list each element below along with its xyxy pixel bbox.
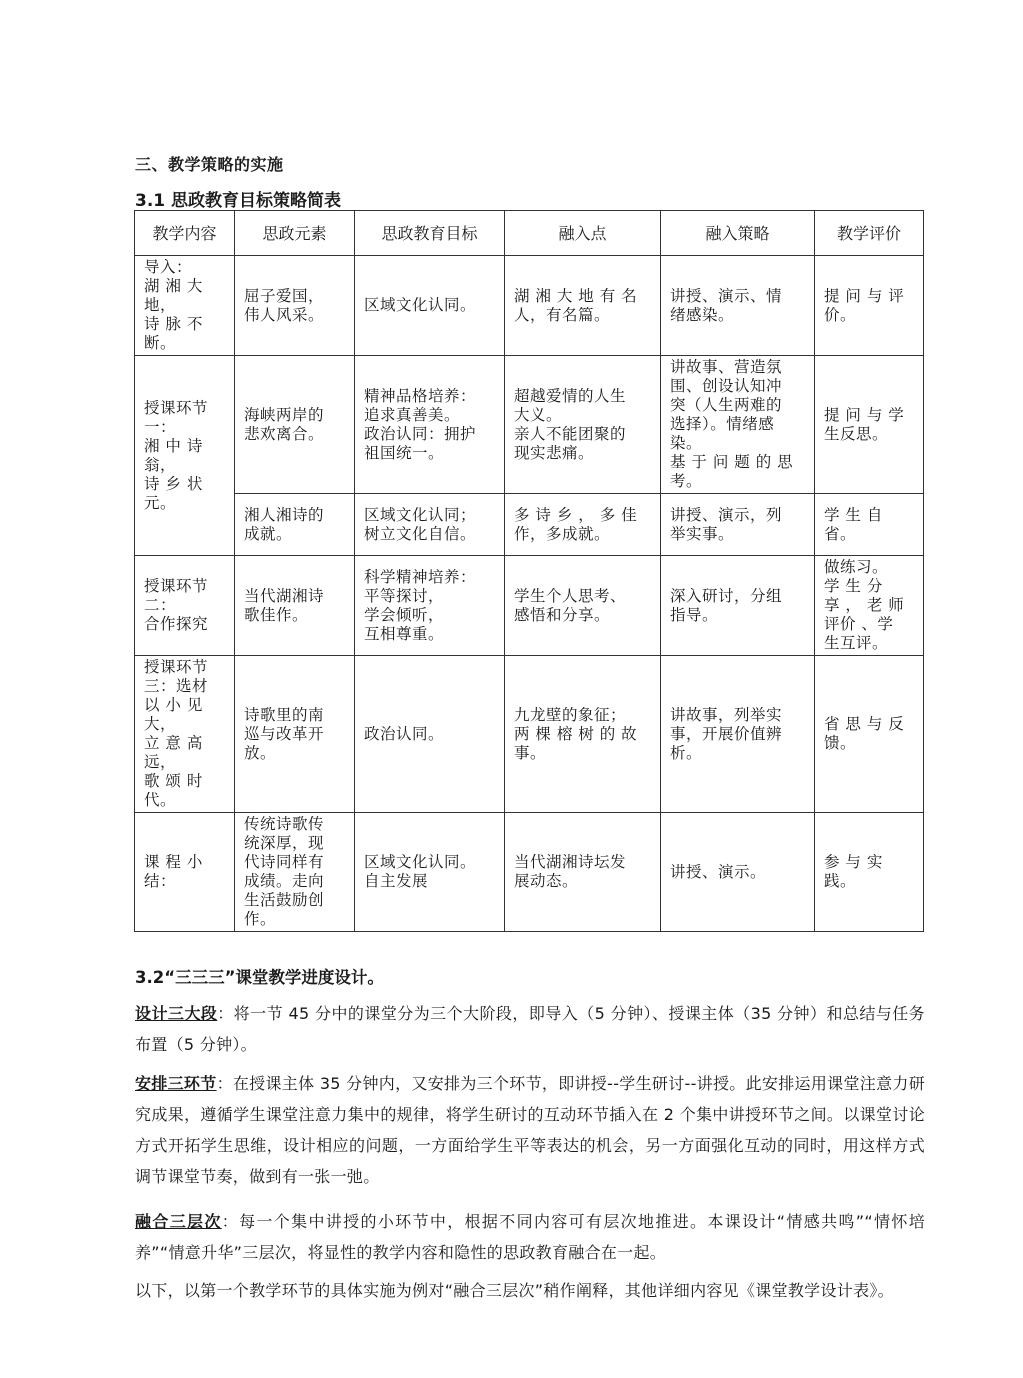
cell-text: 精神品格培养： 追求真善美。 政治认同：拥护 祖国统一。	[364, 386, 477, 462]
point-cell	[505, 494, 661, 556]
cell-text: 多 诗 乡 ， 多 佳 作，多成就。	[514, 505, 638, 543]
cell-text: 超越爱情的人生 大义。 亲人不能团聚的 现实悲痛。	[514, 386, 627, 462]
cell-text: 参 与 实 践。	[824, 853, 883, 890]
table-row	[135, 656, 924, 813]
table-header-row	[135, 211, 924, 256]
cell-text: 区域文化认同。	[364, 296, 477, 314]
cell-text: 区域文化认同。 自主发展	[364, 853, 477, 890]
evaluation-cell	[815, 813, 924, 932]
cell-text: 讲故事、营造氛 围、创设认知冲 突（人生两难的 选择）。情绪感 染。 基 于 问 题 的 思 考。	[670, 358, 794, 490]
paragraph-text: 以下，以第一个教学环节的具体实施为例对“融合三层次”稍作阐释，其他详细内容见《课堂教学设计表》。	[135, 1281, 894, 1300]
header-cell: 教学评价	[815, 211, 924, 256]
cell-text: 诗歌里的南 巡与改革开 放。	[244, 705, 325, 762]
paragraph-design-three-stages	[135, 998, 925, 1060]
paragraph-example-note	[135, 1275, 925, 1306]
paragraph-label: 设计三大段	[135, 1004, 218, 1023]
point-cell	[505, 556, 661, 656]
content-cell	[135, 356, 235, 556]
cell-text: 科学精神培养： 平等探讨， 学会倾听， 互相尊重。	[364, 567, 477, 643]
paragraph-label: 融合三层次	[135, 1212, 222, 1231]
evaluation-cell	[815, 556, 924, 656]
paragraph-text: ：在授课主体 35 分钟内，又安排为三个环节，即讲授--学生研讨--讲授。此安排运用课堂注意力研究成果，遵循学生课堂注意力集中的规律，将学生研讨的互动环节插入在 2 个集中讲授环节之间。以课堂讨论方式开拓学生思维，设计相应的问题，一方面给学生平等表达的机会，另一方面强化互动的同时，用这样方式调节课堂节奏，做到有一张一弛。	[135, 1074, 925, 1186]
content-cell	[135, 656, 235, 813]
paragraph-label: 安排三环节	[135, 1074, 217, 1093]
point-cell	[505, 656, 661, 813]
element-cell	[235, 556, 355, 656]
element-cell	[235, 813, 355, 932]
paragraph-text: ：将一节 45 分中的课堂分为三个大阶段，即导入（5 分钟）、授课主体（35 分钟）和总结与任务布置（5 分钟）。	[135, 1004, 925, 1054]
evaluation-cell	[815, 356, 924, 494]
content-cell	[135, 256, 235, 356]
table-row	[135, 356, 924, 494]
table-row	[135, 494, 924, 556]
table-row	[135, 256, 924, 356]
strategy-table	[134, 210, 924, 932]
section-heading: 三、教学策略的实施	[135, 155, 284, 174]
evaluation-cell	[815, 256, 924, 356]
cell-text: 讲授、演示，列 举实事。	[670, 505, 783, 543]
cell-text: 做练习。 学 生 分 享 ， 老 师 评价 、学 生互评。	[824, 558, 905, 652]
cell-text: 海峡两岸的 悲欢离合。	[244, 405, 325, 443]
cell-text: 提 问 与 评 价。	[824, 286, 905, 324]
cell-text: 湖 湘 大 地 有 名 人，有名篇。	[514, 286, 638, 324]
goal-cell	[355, 556, 505, 656]
section-subheading: 3.2“三三三”课堂教学进度设计。	[135, 968, 384, 987]
cell-text: 传统诗歌传 统深厚，现 代诗同样有 成绩。走向 生活鼓励创 作。	[244, 815, 325, 928]
point-cell	[505, 256, 661, 356]
goal-cell	[355, 494, 505, 556]
cell-text: 政治认同。	[364, 724, 445, 743]
cell-text: 区域文化认同； 树立文化自信。	[364, 505, 477, 543]
goal-cell	[355, 356, 505, 494]
table-row	[135, 556, 924, 656]
strategy-cell	[661, 256, 815, 356]
header-cell: 融入策略	[661, 211, 815, 256]
table-row	[135, 813, 924, 932]
cell-text: 讲故事，列举实 事，开展价值辨 析。	[670, 705, 783, 762]
point-cell	[505, 813, 661, 932]
cell-text: 课 程 小 结：	[144, 853, 203, 890]
cell-text: 授课环节 三：选材 以 小 见 大， 立 意 高 远， 歌 颂 时 代。	[144, 658, 209, 809]
paragraph-text: ：每一个集中讲授的小环节中，根据不同内容可有层次地推进。本课设计“情感共鸣”“情怀培养”“情意升华”三层次，将显性的教学内容和隐性的思政教育融合在一起。	[135, 1212, 925, 1262]
strategy-cell	[661, 356, 815, 494]
element-cell	[235, 356, 355, 494]
cell-text: 当代湖湘诗 歌佳作。	[244, 586, 325, 624]
evaluation-cell	[815, 494, 924, 556]
element-cell	[235, 256, 355, 356]
cell-text: 导入： 湖 湘 大 地， 诗 脉 不 断。	[144, 258, 203, 352]
goal-cell	[355, 656, 505, 813]
content-cell	[135, 556, 235, 656]
goal-cell	[355, 256, 505, 356]
paragraph-merge-three-levels	[135, 1206, 925, 1268]
header-cell: 思政元素	[235, 211, 355, 256]
element-cell	[235, 494, 355, 556]
cell-text: 学生个人思考、 感悟和分享。	[514, 586, 627, 624]
cell-text: 省 思 与 反 馈。	[824, 715, 905, 752]
goal-cell	[355, 813, 505, 932]
paragraph-arrange-three-links	[135, 1068, 925, 1192]
cell-text: 授课环节 一： 湘 中 诗 翁， 诗 乡 状 元。	[144, 398, 209, 512]
header-cell: 思政教育目标	[355, 211, 505, 256]
cell-text: 当代湖湘诗坛发 展动态。	[514, 853, 627, 890]
cell-text: 深入研讨，分组 指导。	[670, 586, 783, 624]
element-cell	[235, 656, 355, 813]
strategy-cell	[661, 556, 815, 656]
cell-text: 讲授、演示、情 绪感染。	[670, 286, 783, 324]
strategy-cell	[661, 813, 815, 932]
content-cell	[135, 813, 235, 932]
table-caption: 3.1 思政教育目标策略简表	[135, 191, 342, 211]
evaluation-cell	[815, 656, 924, 813]
strategy-cell	[661, 494, 815, 556]
cell-text: 九龙壁的象征； 两 棵 榕 树 的 故 事。	[514, 705, 638, 762]
cell-text: 学 生 自 省。	[824, 505, 883, 543]
cell-text: 湘人湘诗的 成就。	[244, 505, 325, 543]
strategy-cell	[661, 656, 815, 813]
point-cell	[505, 356, 661, 494]
cell-text: 提 问 与 学 生反思。	[824, 405, 905, 443]
cell-text: 讲授、演示。	[670, 862, 767, 881]
header-cell: 融入点	[505, 211, 661, 256]
cell-text: 授课环节 二： 合作探究	[144, 577, 209, 633]
cell-text: 屈子爱国， 伟人风采。	[244, 286, 325, 324]
header-cell: 教学内容	[135, 211, 235, 256]
